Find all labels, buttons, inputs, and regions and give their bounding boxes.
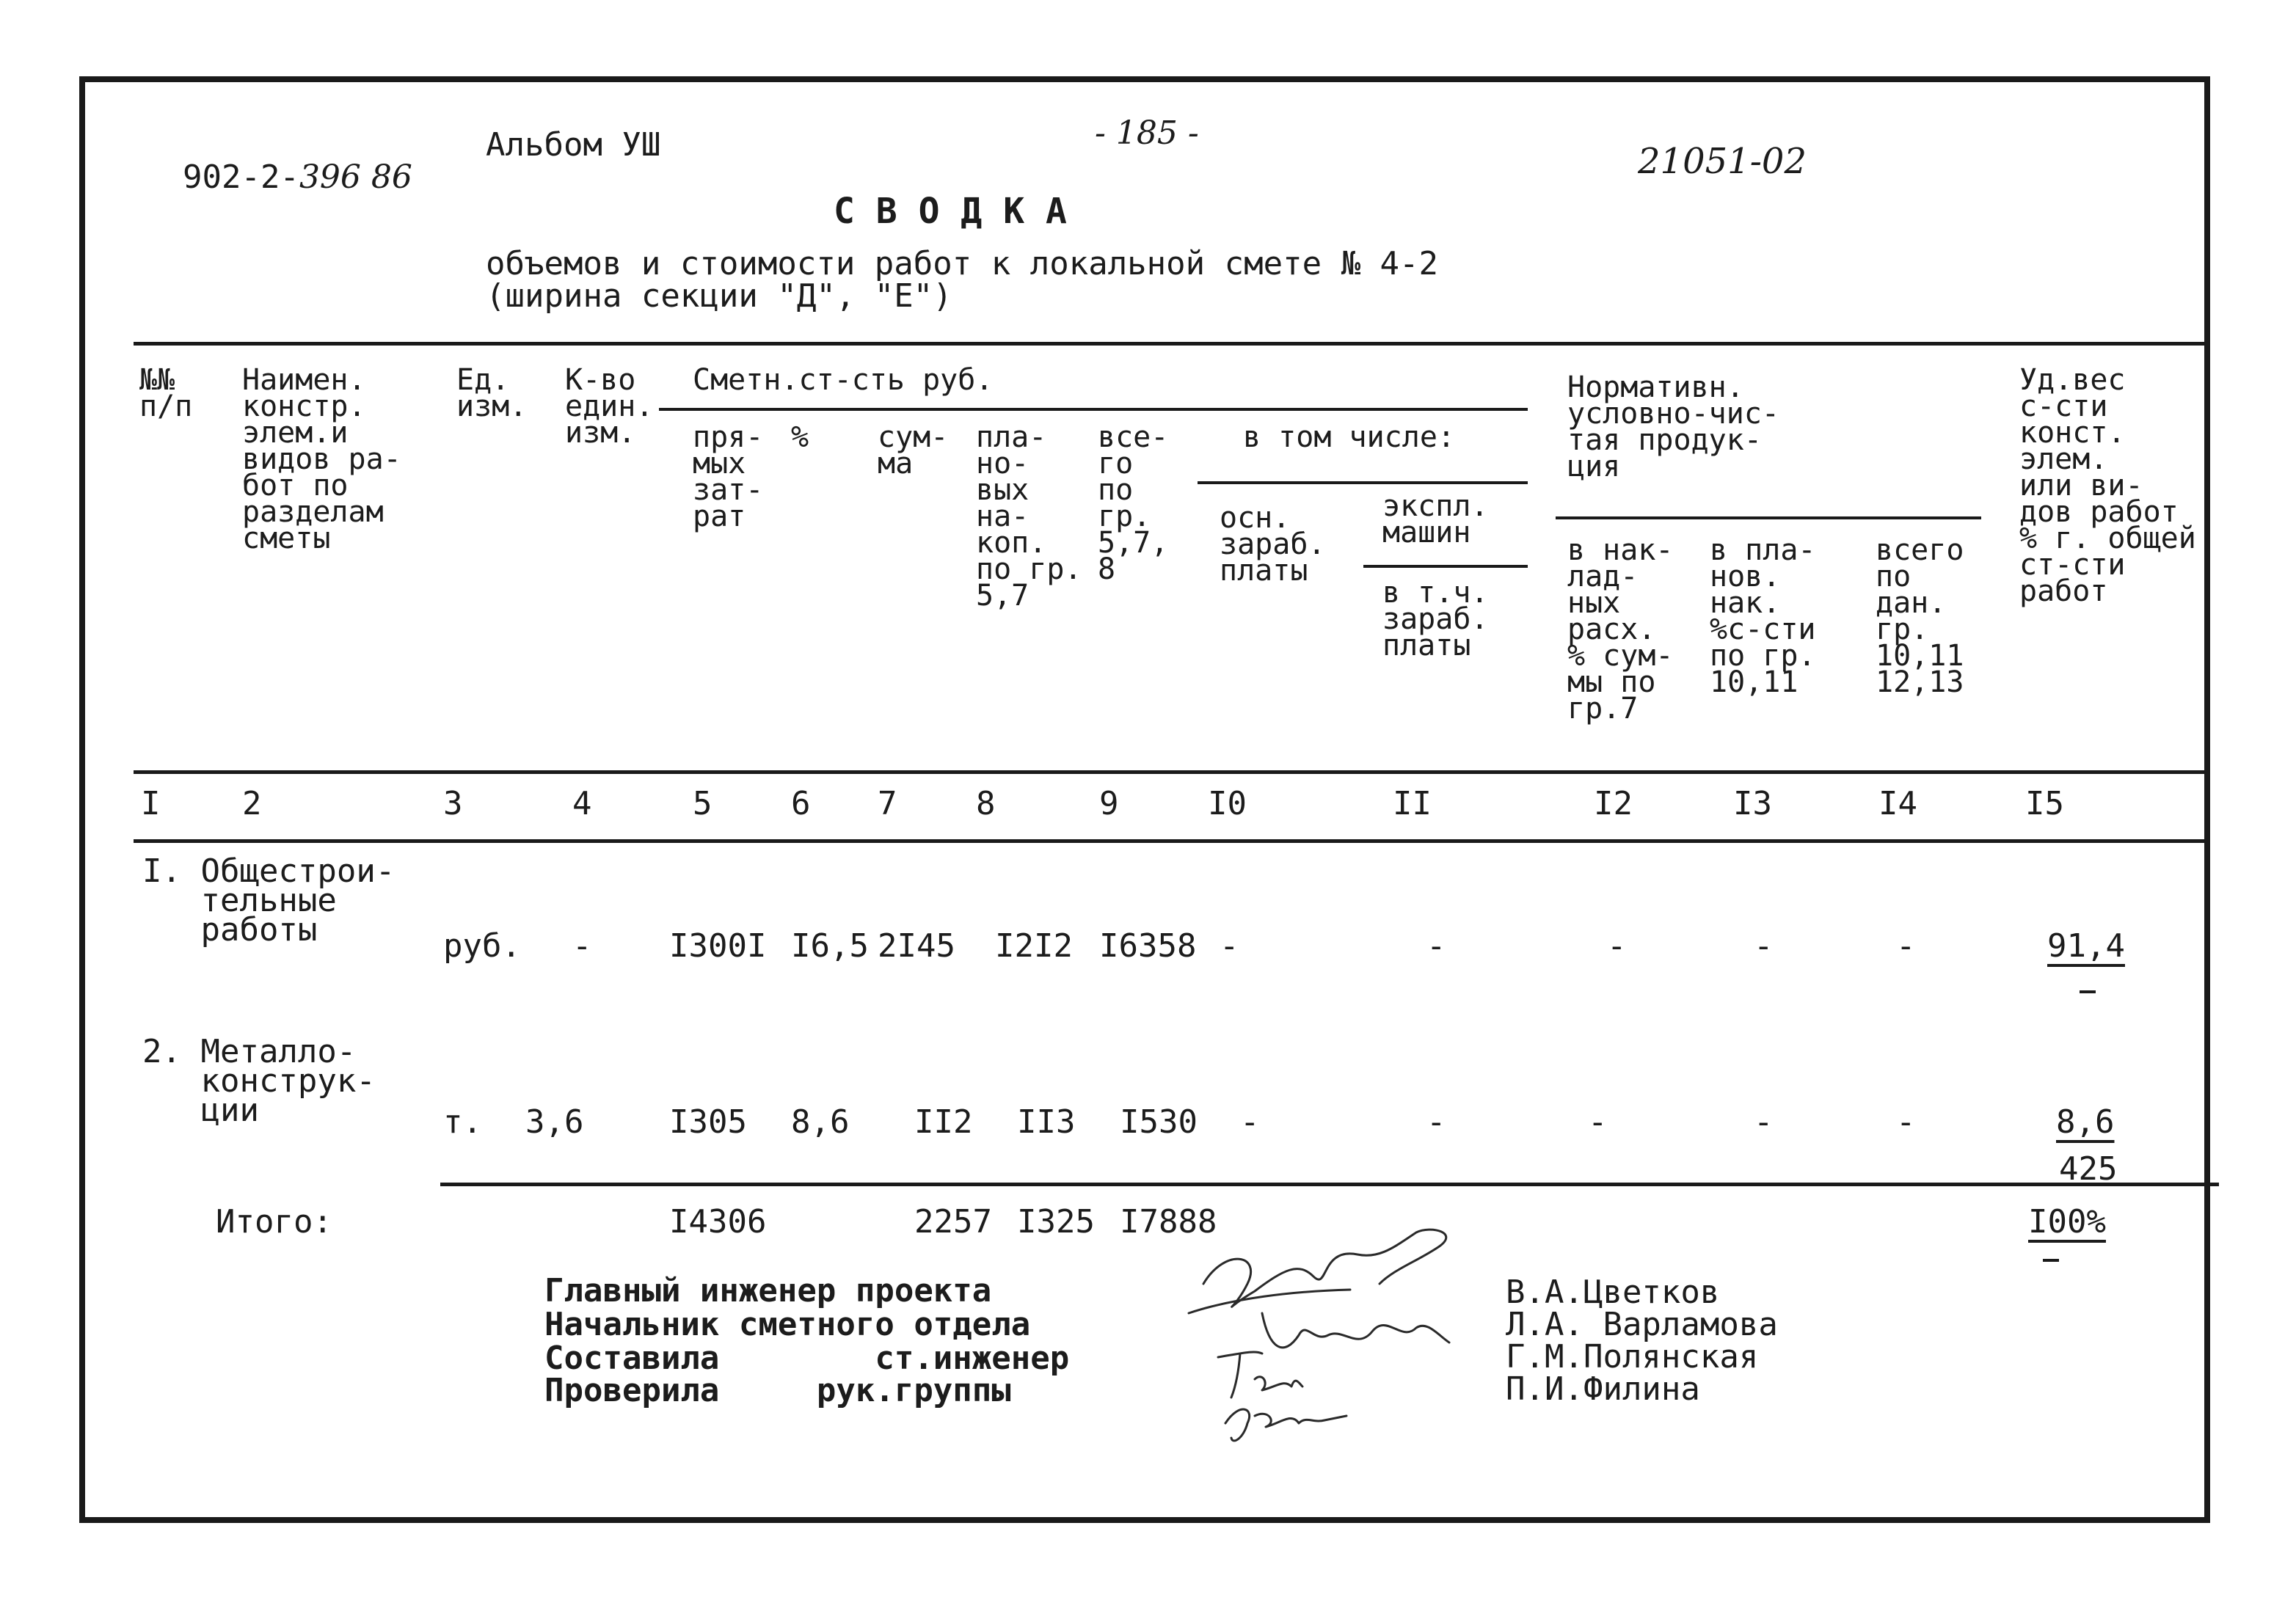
row-2-c12: - xyxy=(1588,1103,1608,1141)
total-share-dash xyxy=(2043,1259,2059,1262)
vtom-group-rule xyxy=(1198,481,1528,484)
row-1-direct: I300I xyxy=(669,927,767,965)
document-number: 21051-02 xyxy=(1638,141,1807,182)
project-code-handwritten: 396 86 xyxy=(299,158,412,196)
hdr-direct: пря- мых зат- рат xyxy=(693,420,764,533)
colnum-13: I3 xyxy=(1733,785,1772,822)
hdr-qty: К-во един. изм. xyxy=(565,363,654,450)
row-1-share-dash xyxy=(2080,990,2096,993)
total-direct: I4306 xyxy=(669,1203,767,1241)
hdr-vsego: всего по дан. гр. 10,11 12,13 xyxy=(1876,533,1964,699)
name-filina: П.И.Филина xyxy=(1506,1370,1700,1408)
total-share: I00% xyxy=(2028,1203,2106,1241)
total-label: Итого: xyxy=(216,1203,332,1241)
hdr-sum: сум- ма xyxy=(878,420,949,481)
smet-group-rule xyxy=(659,408,1528,411)
colnum-12: I2 xyxy=(1594,785,1633,822)
colnum-9: 9 xyxy=(1099,785,1119,822)
row-2-pct: 8,6 xyxy=(791,1103,850,1141)
row-2-share: 8,6 xyxy=(2056,1103,2115,1141)
row-2-name: 2. Металло- конструк- ции xyxy=(142,1033,376,1129)
row-1-c14: - xyxy=(1896,927,1916,965)
hdr-norm-group: Нормативн. условно-чис- тая продук- ция xyxy=(1567,370,1779,483)
table-top-rule xyxy=(134,342,2204,346)
total-planned: I325 xyxy=(1017,1203,1095,1241)
colnum-6: 6 xyxy=(791,785,811,822)
hdr-pct: % xyxy=(791,420,809,454)
colnum-7: 7 xyxy=(878,785,897,822)
row-2-sum: II2 xyxy=(914,1103,973,1141)
page-number: - 185 - xyxy=(1095,114,1199,152)
colnum-3: 3 xyxy=(443,785,463,822)
role-checked: Проверила рук.группы xyxy=(544,1372,1011,1409)
row-2-total: I530 xyxy=(1120,1103,1198,1141)
hdr-smet-group: Сметн.ст-сть руб. xyxy=(693,363,994,397)
total-sum: 2257 xyxy=(914,1203,992,1241)
hdr-osn: осн. зараб. платы xyxy=(1220,501,1326,588)
row-2-c10: - xyxy=(1240,1103,1260,1141)
row-1-c10: - xyxy=(1220,927,1239,965)
eksp-rule xyxy=(1363,565,1528,568)
hdr-vtom-group: в том числе: xyxy=(1243,420,1455,454)
row-2-share-extra: 425 xyxy=(2059,1150,2118,1188)
hdr-name: Наимен. констр. элем.и видов ра- бот по разделам сметы xyxy=(242,363,401,555)
row-2-qty: 3,6 xyxy=(525,1103,584,1141)
colnum-4: 4 xyxy=(572,785,592,822)
hdr-nakl: в нак- лад- ных расх. % сум- мы по гр.7 xyxy=(1567,533,1674,726)
colnum-11: II xyxy=(1393,785,1432,822)
total-total: I7888 xyxy=(1120,1203,1217,1241)
row-1-c11: - xyxy=(1426,927,1446,965)
colnum-10: I0 xyxy=(1208,785,1247,822)
row-1-sum: 2I45 xyxy=(878,927,955,965)
hdr-num: №№ п/п xyxy=(139,363,193,423)
row-1-total: I6358 xyxy=(1099,927,1197,965)
hdr-eksp: экспл. машин xyxy=(1382,489,1489,549)
colnum-14: I4 xyxy=(1878,785,1917,822)
album-label: Альбом УШ xyxy=(486,126,661,164)
role-compiled: Составила ст.инженер xyxy=(544,1340,1070,1377)
name-polyanskaya: Г.М.Полянская xyxy=(1506,1338,1759,1376)
colnum-2: 2 xyxy=(242,785,262,822)
row-1-share: 91,4 xyxy=(2047,927,2125,965)
norm-group-rule xyxy=(1556,516,1981,519)
row-2-c11: - xyxy=(1426,1103,1446,1141)
role-chief-engineer: Главный инженер проекта xyxy=(544,1272,992,1309)
row-2-c13: - xyxy=(1754,1103,1774,1141)
row-1-name: I. Общестрои- тельные работы xyxy=(142,852,396,949)
colnum-5: 5 xyxy=(693,785,713,822)
project-code xyxy=(144,129,412,194)
hdr-eksp-zarab: в т.ч. зараб. платы xyxy=(1382,576,1489,662)
name-tsvetkov: В.А.Цветков xyxy=(1506,1274,1720,1311)
hdr-planned: пла- но- вых на- коп. по гр. 5,7 xyxy=(976,420,1082,613)
colnum-15: I5 xyxy=(2025,785,2064,822)
row-1-pct: I6,5 xyxy=(791,927,869,965)
colnum-1: I xyxy=(141,785,161,822)
row-2-planned: II3 xyxy=(1017,1103,1076,1141)
name-varlamova: Л.А. Варламова xyxy=(1506,1306,1778,1343)
document-title: С В О Д К А xyxy=(834,191,1067,232)
total-top-rule xyxy=(440,1183,2219,1186)
row-1-planned: I2I2 xyxy=(995,927,1073,965)
hdr-share: Уд.вес с-сти конст. элем. или ви- дов работ % г. общей ст-сти работ xyxy=(2019,363,2196,608)
row-1-unit: руб. xyxy=(443,927,521,965)
role-head-estimate: Начальник сметного отдела xyxy=(544,1306,1031,1343)
row-2-c14: - xyxy=(1896,1103,1916,1141)
hdr-total: все- го по гр. 5,7, 8 xyxy=(1098,420,1169,586)
project-code-prefix: 902-2- xyxy=(182,158,299,196)
title-line-1: объемов и стоимости работ к локальной смете № 4-2 xyxy=(486,245,1439,282)
title-line-2: (ширина секции "Д", "Е") xyxy=(486,277,952,315)
colnum-8: 8 xyxy=(976,785,996,822)
header-bottom-rule xyxy=(134,770,2204,774)
colnum-bottom-rule xyxy=(134,839,2204,843)
row-1-qty: - xyxy=(572,927,592,965)
hdr-plan-nak: в пла- нов. нак. %с-сти по гр. 10,11 xyxy=(1710,533,1816,699)
hdr-unit: Ед. изм. xyxy=(456,363,528,423)
row-2-unit: т. xyxy=(443,1103,482,1141)
row-1-c12: - xyxy=(1607,927,1627,965)
row-1-c13: - xyxy=(1754,927,1774,965)
row-2-direct: I305 xyxy=(669,1103,747,1141)
handwritten-signatures xyxy=(1174,1203,1482,1453)
